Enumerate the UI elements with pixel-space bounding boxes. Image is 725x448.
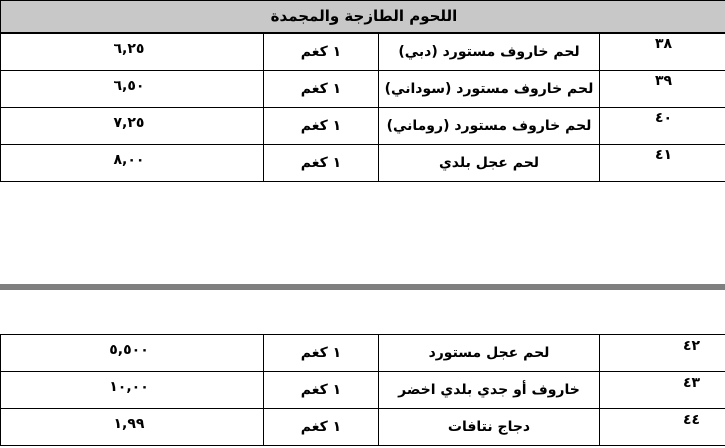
section-title: اللحوم الطازجة والمجمدة bbox=[1, 0, 725, 33]
section-header-row bbox=[1, 0, 725, 33]
item-name-cell: لحم عجل مستورد bbox=[379, 335, 600, 372]
unit-cell: ١ كغم bbox=[264, 409, 379, 446]
item-name-cell: لحم خاروف مستورد (روماني) bbox=[379, 108, 600, 145]
table-row bbox=[1, 372, 725, 409]
page-break-divider bbox=[0, 284, 725, 290]
table-row bbox=[1, 33, 725, 71]
price-cell: ١٠,٠٠ bbox=[1, 372, 264, 409]
price-cell: ٦,٢٥ bbox=[1, 33, 264, 71]
item-number-cell: ٤٤ bbox=[600, 409, 725, 446]
table-row bbox=[1, 409, 725, 446]
price-cell: ٥,٥٠٠ bbox=[1, 335, 264, 372]
unit-cell: ١ كغم bbox=[264, 108, 379, 145]
item-name-cell: لحم عجل بلدي bbox=[379, 145, 600, 182]
item-number-cell: ٤١ bbox=[600, 145, 725, 182]
unit-cell: ١ كغم bbox=[264, 335, 379, 372]
unit-cell: ١ كغم bbox=[264, 145, 379, 182]
item-number-cell: ٣٩ bbox=[600, 71, 725, 108]
price-cell: ٨,٠٠ bbox=[1, 145, 264, 182]
price-table-page-1 bbox=[0, 0, 725, 182]
unit-cell: ١ كغم bbox=[264, 71, 379, 108]
table-row bbox=[1, 108, 725, 145]
table-row bbox=[1, 145, 725, 182]
price-cell: ٧,٢٥ bbox=[1, 108, 264, 145]
item-name-cell: لحم خاروف مستورد (دبي) bbox=[379, 33, 600, 71]
price-table-page-2 bbox=[0, 334, 725, 446]
item-number-cell: ٤٠ bbox=[600, 108, 725, 145]
item-number-cell: ٣٨ bbox=[600, 33, 725, 71]
item-number-cell: ٤٢ bbox=[600, 335, 725, 372]
item-name-cell: دجاج نتافات bbox=[379, 409, 600, 446]
table-row bbox=[1, 335, 725, 372]
unit-cell: ١ كغم bbox=[264, 33, 379, 71]
price-cell: ١,٩٩ bbox=[1, 409, 264, 446]
table-row bbox=[1, 71, 725, 108]
item-name-cell: لحم خاروف مستورد (سوداني) bbox=[379, 71, 600, 108]
item-name-cell: خاروف أو جدي بلدي اخضر bbox=[379, 372, 600, 409]
price-cell: ٦,٥٠ bbox=[1, 71, 264, 108]
unit-cell: ١ كغم bbox=[264, 372, 379, 409]
item-number-cell: ٤٣ bbox=[600, 372, 725, 409]
